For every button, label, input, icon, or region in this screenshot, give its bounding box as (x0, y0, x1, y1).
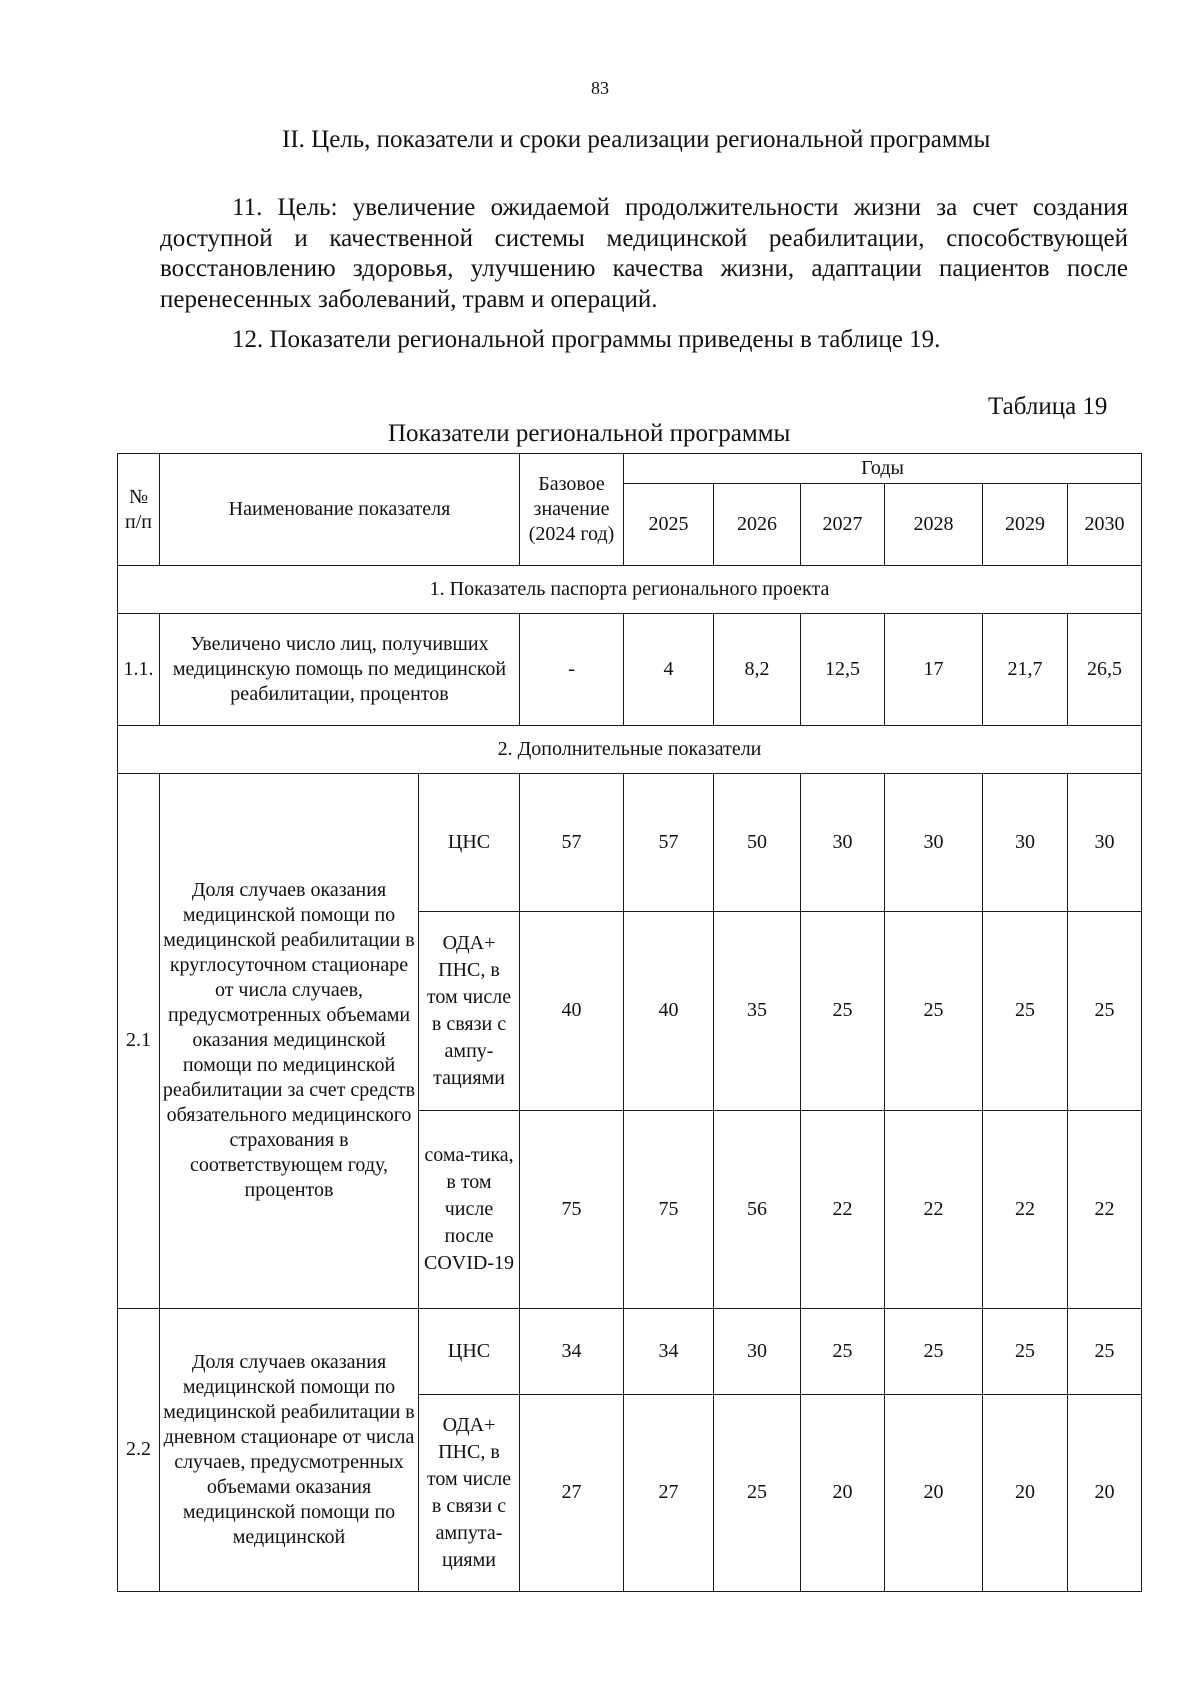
table-caption: Таблица 19 (988, 393, 1108, 420)
year-value: 30 (801, 774, 885, 912)
base-value: - (520, 614, 624, 726)
indicator-name: Увеличено число лиц, получивших медицинскую помощь по медицинской реабилитации, процентов (160, 614, 520, 726)
table-row (118, 1308, 1142, 1394)
header-year: 2028 (885, 484, 983, 566)
header-year: 2026 (714, 484, 801, 566)
base-value: 75 (520, 1110, 624, 1308)
year-value: 56 (714, 1110, 801, 1308)
header-num: № п/п (118, 454, 160, 566)
year-value: 34 (624, 1308, 714, 1394)
subgroup-label: ЦНС (419, 1308, 520, 1394)
year-value: 20 (983, 1394, 1068, 1591)
year-value: 40 (624, 912, 714, 1110)
year-value: 22 (1068, 1110, 1142, 1308)
header-year: 2027 (801, 484, 885, 566)
year-value: 20 (1068, 1394, 1142, 1591)
subgroup-label: сома-тика, в том числе после COVID-19 (419, 1110, 520, 1308)
subgroup-label: ОДА+ ПНС, в том числе в связи с ампута-циями (419, 1394, 520, 1591)
row-num: 1.1. (118, 614, 160, 726)
year-value: 75 (624, 1110, 714, 1308)
base-value: 27 (520, 1394, 624, 1591)
indicator-name: Доля случаев оказания медицинской помощи по медицинской реабилитации в круглосуточном стационаре от числа случаев, предусмотренных объемами оказания медицинской помощи по медицинской реабилитации за счет средств обязательного медицинского страхования в соответствующем году, процентов (160, 774, 419, 1308)
year-value: 30 (714, 1308, 801, 1394)
header-year: 2030 (1068, 484, 1142, 566)
year-value: 25 (1068, 1308, 1142, 1394)
subgroup-label: ЦНС (419, 774, 520, 912)
year-value: 27 (624, 1394, 714, 1591)
year-value: 20 (885, 1394, 983, 1591)
year-value: 25 (885, 1308, 983, 1394)
header-name: Наименование показателя (160, 454, 520, 566)
year-value: 4 (624, 614, 714, 726)
base-value: 40 (520, 912, 624, 1110)
row-num: 2.1 (118, 774, 160, 1308)
year-value: 50 (714, 774, 801, 912)
subgroup-label: ОДА+ ПНС, в том числе в связи с ампу-тациями (419, 912, 520, 1110)
section-title: II. Цель, показатели и сроки реализации региональной программы (282, 126, 991, 153)
year-value: 22 (801, 1110, 885, 1308)
indicators-table (117, 453, 1142, 1592)
year-value: 12,5 (801, 614, 885, 726)
base-value: 57 (520, 774, 624, 912)
year-value: 22 (983, 1110, 1068, 1308)
year-value: 20 (801, 1394, 885, 1591)
table-row (118, 774, 1142, 912)
year-value: 25 (801, 1308, 885, 1394)
year-value: 25 (714, 1394, 801, 1591)
paragraph-goal: 11. Цель: увеличение ожидаемой продолжительности жизни за счет создания доступной и качественной системы медицинской реабилитации, способствующей восстановлению здоровья, улучшению качества жизни, адаптации пациентов после перенесенных заболеваний, травм и операций. (160, 194, 1128, 313)
year-value: 25 (983, 1308, 1068, 1394)
year-value: 25 (801, 912, 885, 1110)
header-base: Базовое значение (2024 год) (520, 454, 624, 566)
year-value: 57 (624, 774, 714, 912)
year-value: 30 (885, 774, 983, 912)
year-value: 30 (1068, 774, 1142, 912)
year-value: 17 (885, 614, 983, 726)
year-value: 8,2 (714, 614, 801, 726)
group-1-label: 1. Показатель паспорта регионального проекта (118, 566, 1142, 614)
group-2-label: 2. Дополнительные показатели (118, 726, 1142, 774)
group-row (118, 566, 1142, 614)
row-num: 2.2 (118, 1308, 160, 1591)
paragraph-indicators: 12. Показатели региональной программы приведены в таблице 19. (232, 326, 941, 353)
year-value: 21,7 (983, 614, 1068, 726)
header-year: 2029 (983, 484, 1068, 566)
year-value: 35 (714, 912, 801, 1110)
table-row (118, 614, 1142, 726)
table-title: Показатели региональной программы (388, 420, 791, 447)
year-value: 25 (885, 912, 983, 1110)
header-years: Годы (624, 454, 1142, 484)
year-value: 22 (885, 1110, 983, 1308)
header-year: 2025 (624, 484, 714, 566)
base-value: 34 (520, 1308, 624, 1394)
header-row (118, 454, 1142, 484)
group-row (118, 726, 1142, 774)
year-value: 26,5 (1068, 614, 1142, 726)
year-value: 25 (983, 912, 1068, 1110)
year-value: 30 (983, 774, 1068, 912)
year-value: 25 (1068, 912, 1142, 1110)
page-number: 83 (591, 78, 609, 98)
indicator-name: Доля случаев оказания медицинской помощи по медицинской реабилитации в дневном стационаре от числа случаев, предусмотренных объемами оказания медицинской помощи по медицинской (160, 1308, 419, 1591)
